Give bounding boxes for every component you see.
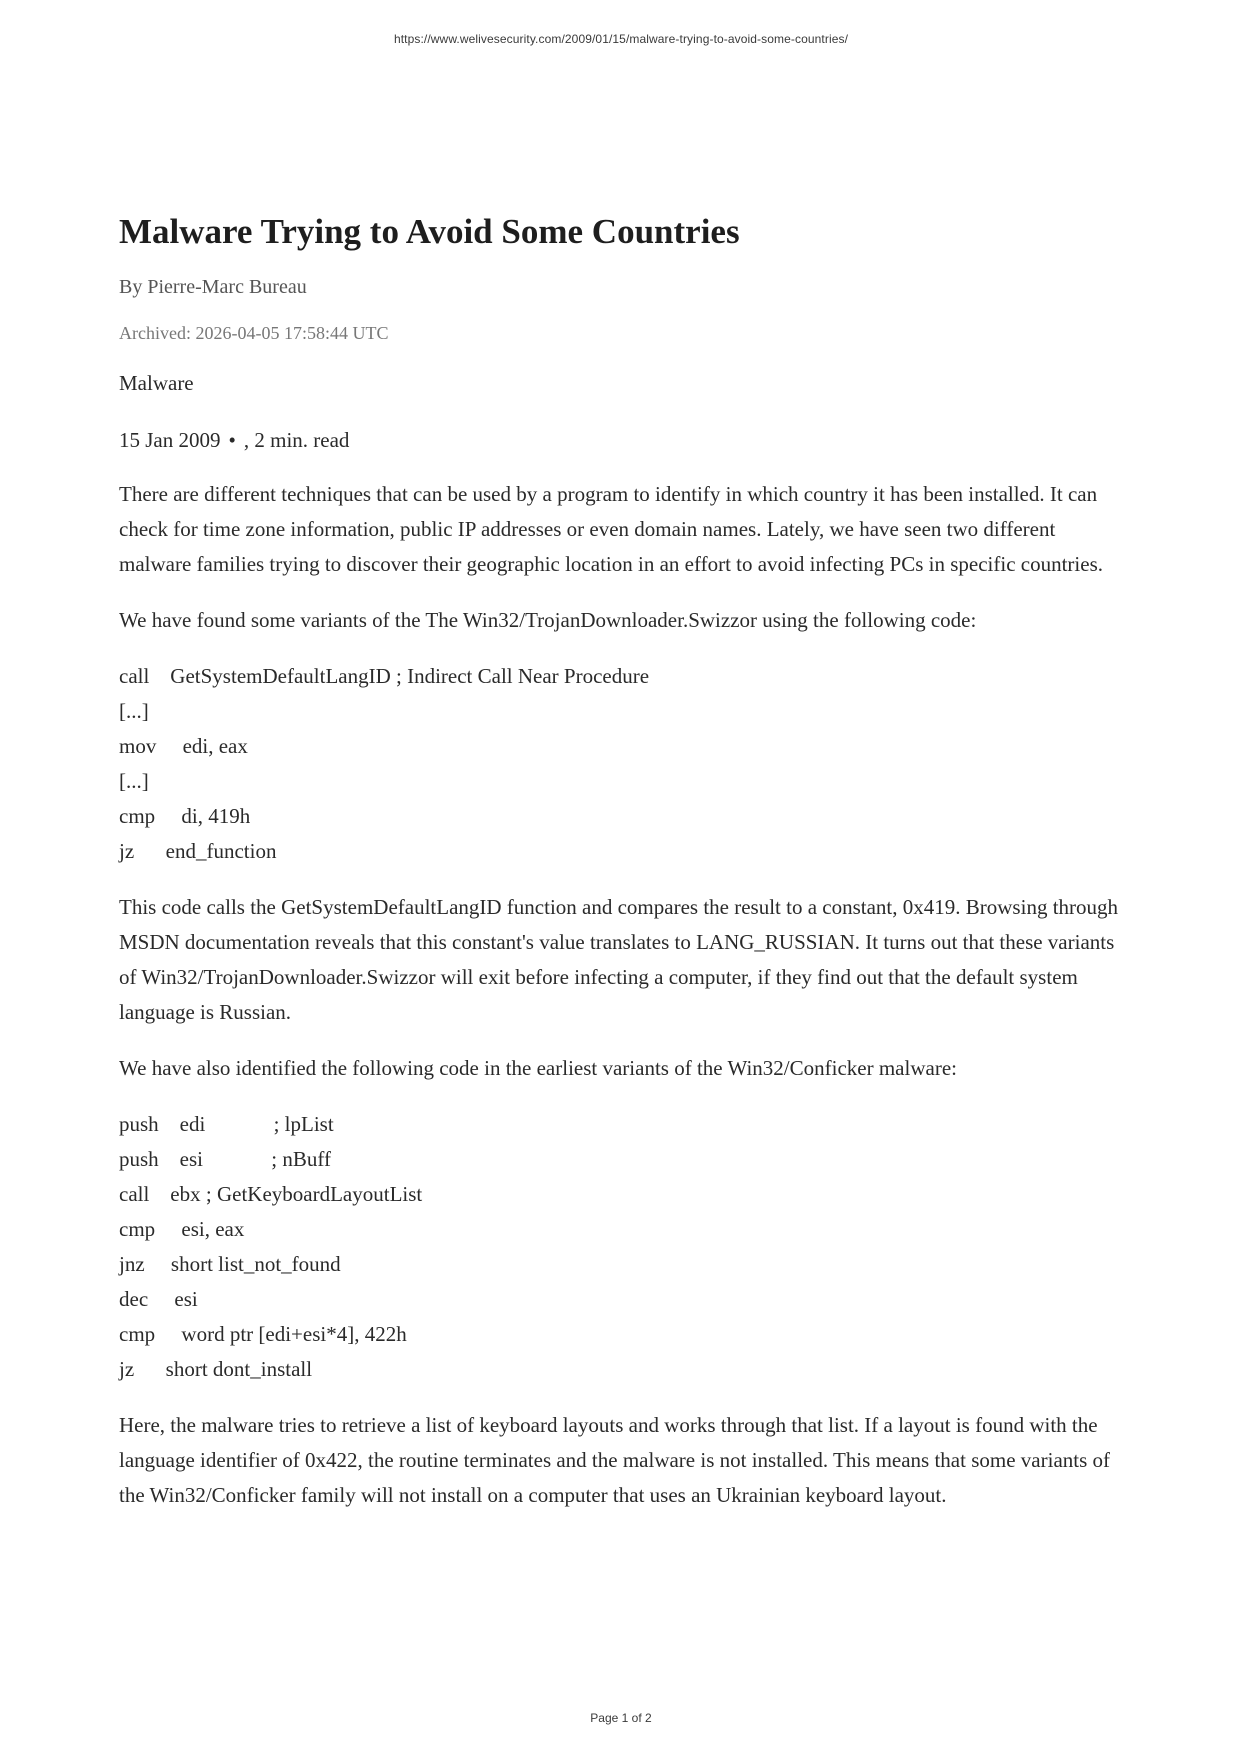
paragraph-conficker-explanation: Here, the malware tries to retrieve a list of keyboard layouts and works through that list. If a layout is found with the language identifier of 0x422, the routine terminates and the malware is not installed. This means that some variants of the Win32/Conficker family will not install on a computer that uses an Ukrainian keyboard layout. [119,1413,1111,1507]
paragraph-swizzor-intro: We have found some variants of the The Win32/TrojanDownloader.Swizzor using the following code: [119,608,977,632]
article-meta [119,426,1129,454]
archived-timestamp: Archived: 2026-04-05 17:58:44 UTC [119,323,389,343]
page-number-footer: Page 1 of 2 [590,1711,652,1725]
page-url-header: https://www.welivesecurity.com/2009/01/15/malware-trying-to-avoid-some-countries/ [393,32,849,46]
code-line: jnz short list_not_found [119,1252,341,1276]
code-line: cmp di, 419h [119,804,251,828]
meta-separator: • [228,428,236,452]
publish-date: 15 Jan 2009 [119,428,221,452]
article [119,210,1129,1513]
code-line: jz end_function [119,839,277,863]
code-line: mov edi, eax [119,734,248,758]
code-line: jz short dont_install [119,1357,313,1381]
code-line: [...] [119,769,149,793]
paragraph-swizzor-explanation: This code calls the GetSystemDefaultLangID function and compares the result to a constant, 0x419. Browsing through MSDN documentation reveals that this constant's value translates to LANG_RUSSIAN. It turns out that these variants of Win32/TrojanDownloader.Swizzor will exit before infecting a computer, if they find out that the default system language is Russian. [119,895,1119,1024]
category-label: Malware [119,371,194,395]
code-line: push esi ; nBuff [119,1147,331,1171]
code-block-swizzor [119,659,1129,869]
author-byline: By Pierre-Marc Bureau [119,276,307,298]
paragraph-intro: There are different techniques that can be used by a program to identify in which country it has been installed. It can check for time zone information, public IP addresses or even domain names. Lately, we have seen two different malware families trying to discover their geographic location in an effort to avoid infecting PCs in specific countries. [119,482,1103,576]
code-line: cmp word ptr [edi+esi*4], 422h [119,1322,407,1346]
code-block-conficker [119,1107,1129,1387]
article-title: Malware Trying to Avoid Some Countries [119,212,740,251]
code-line: call ebx ; GetKeyboardLayoutList [119,1182,423,1206]
code-line: [...] [119,699,149,723]
read-time: , 2 min. read [243,428,350,452]
paragraph-conficker-intro: We have also identified the following code in the earliest variants of the Win32/Conficker malware: [119,1056,957,1080]
code-line: push edi ; lpList [119,1112,334,1136]
code-line: cmp esi, eax [119,1217,245,1241]
code-line: dec esi [119,1287,198,1311]
code-line: call GetSystemDefaultLangID ; Indirect Call Near Procedure [119,664,650,688]
